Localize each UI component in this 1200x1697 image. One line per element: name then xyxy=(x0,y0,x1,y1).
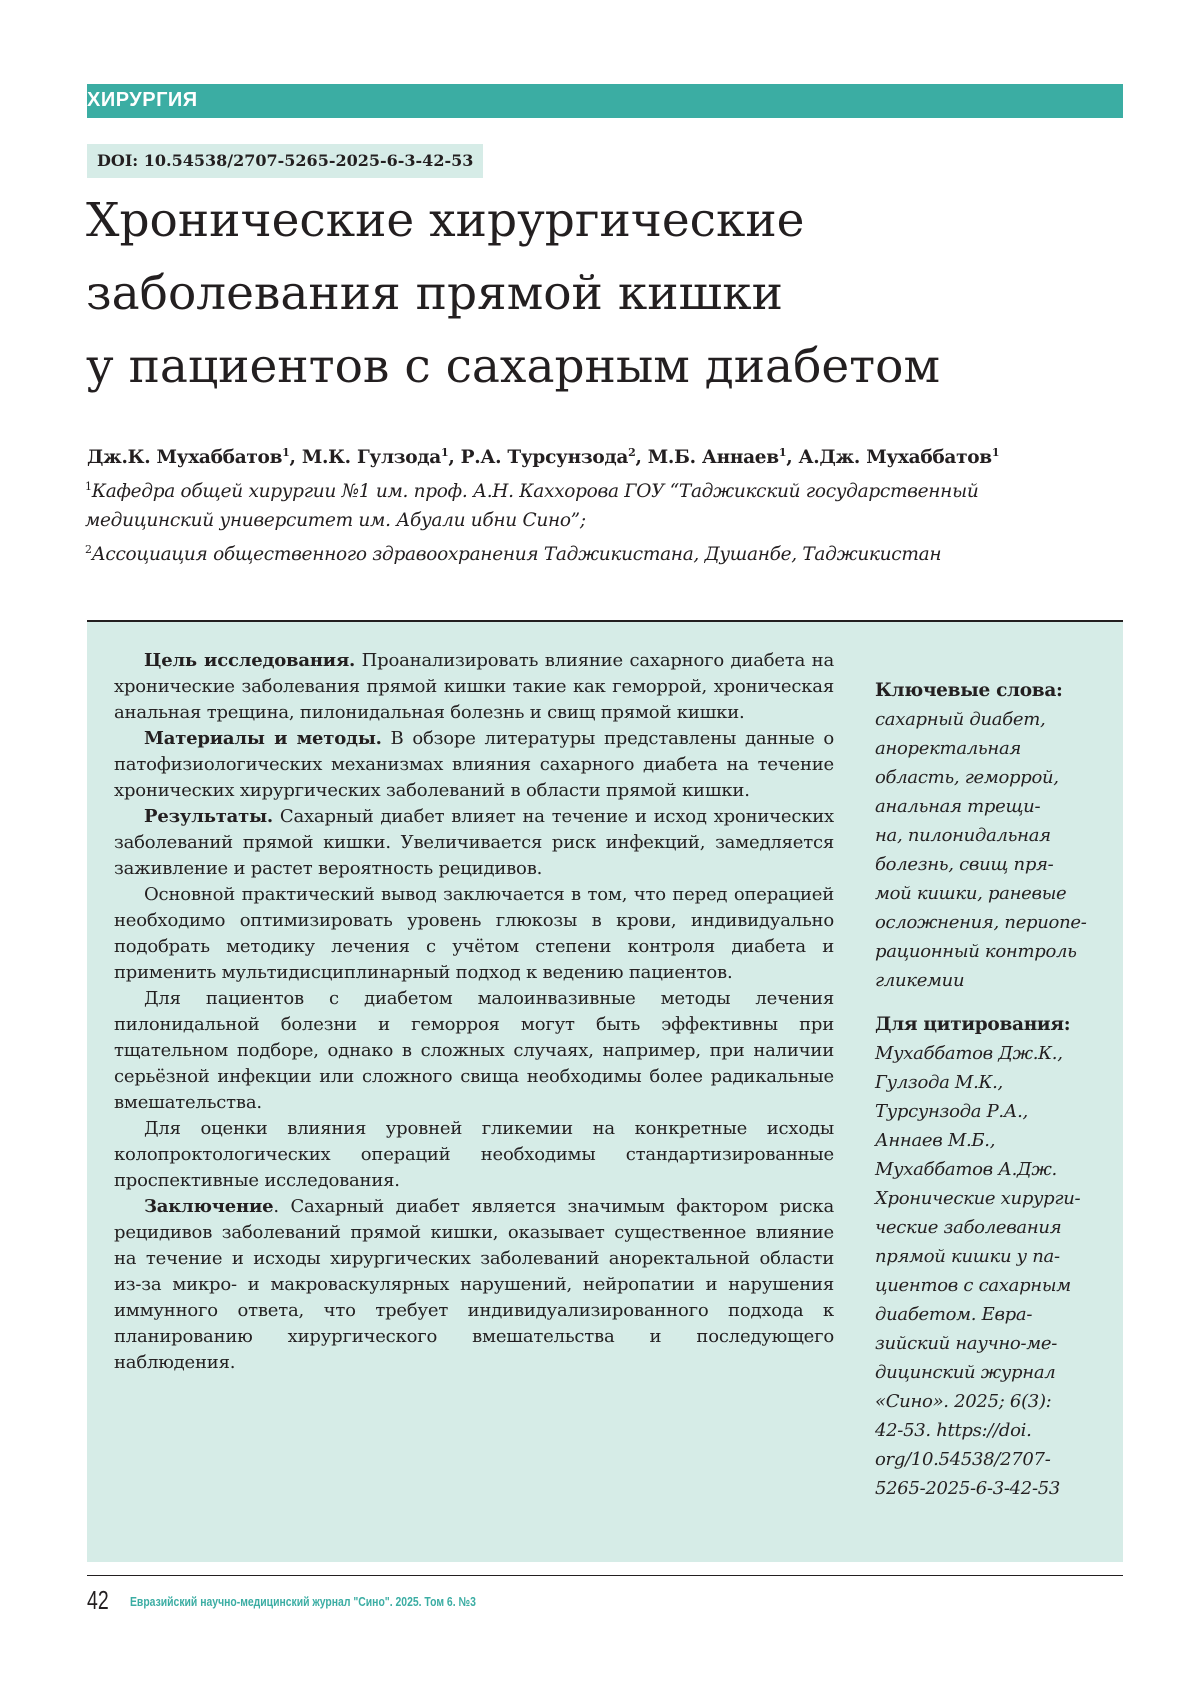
title-line: заболевания прямой кишки xyxy=(86,266,783,321)
keyword-line: сахарный диабет, xyxy=(875,709,1046,730)
author-affil-mark: 1 xyxy=(440,446,449,459)
keyword-line: рационный контроль xyxy=(875,941,1077,962)
keyword-line: мой кишки, раневые xyxy=(875,883,1067,904)
citation-line: «Сино». 2025; 6(3): xyxy=(875,1391,1052,1412)
citation-line: Мухаббатов Дж.К., xyxy=(875,1043,1063,1064)
keywords-list xyxy=(875,705,1125,995)
citation-heading: Для цитирования: xyxy=(875,1014,1071,1035)
citation-line: 42-53. https://doi. xyxy=(875,1420,1032,1441)
citation-line: прямой кишки у па- xyxy=(875,1246,1060,1267)
citation-line: циентов с сахарным xyxy=(875,1275,1071,1296)
abstract-paragraph: Цель исследования. Проанализировать влияние сахарного диабета на хронические заболевания прямой кишки такие как геморрой, хроническая анальная трещина, пилонидальная болезнь и свищ прямой кишки. xyxy=(114,650,834,723)
footer-divider xyxy=(87,1575,1123,1576)
section-label: ХИРУРГИЯ xyxy=(87,89,198,111)
citation-line: org/10.54538/2707- xyxy=(875,1449,1051,1470)
citation-text xyxy=(875,1039,1125,1503)
keyword-line: осложнения, периопе- xyxy=(875,912,1087,933)
journal-footer: Евразийский научно-медицинский журнал "Сино". 2025. Том 6. №3 xyxy=(130,1594,476,1609)
keyword-line: аноректальная xyxy=(875,738,1022,759)
affiliations xyxy=(85,472,1145,569)
doi-label: DOI: 10.54538/2707-5265-2025-6-3-42-53 xyxy=(87,144,483,178)
affiliation-line: медицинский университет им. Абуали ибни Сино”; xyxy=(85,510,586,532)
abstract-paragraph: Основной практический вывод заключается в том, что перед операцией необходимо оптимизировать уровень глюкозы в крови, индивидуально подобрать методику лечения с учётом степени контроля диабета и применить мультидисциплинарный подход к ведению пациентов. xyxy=(114,884,834,983)
abstract-paragraph: Результаты. Сахарный диабет влияет на течение и исход хронических заболеваний прямой кишки. Увеличивается риск инфекций, замедляется заживление и растет вероятность рецидивов. xyxy=(114,806,834,879)
title-line: у пациентов с сахарным диабетом xyxy=(86,339,941,394)
citation-line: Мухаббатов А.Дж. xyxy=(875,1159,1057,1180)
abstract-text xyxy=(114,648,834,1376)
citation-line: дицинский журнал xyxy=(875,1362,1056,1383)
author-affil-mark: 2 xyxy=(628,446,636,459)
keyword-line: на, пилонидальная xyxy=(875,825,1051,846)
author-list: Дж.К. Мухаббатов$^1$, М.К. Гулзода$^1$, Р.А. Турсунзода$^2$, М.Б. Аннаев$^1$, А.Дж. Мухаббатов$^1$ xyxy=(87,446,1000,469)
abstract-paragraph: Для оценки влияния уровней гликемии на конкретные исходы колопроктологических операций необходимы стандартизированные проспективные исследования. xyxy=(114,1118,834,1191)
citation-line: 5265-2025-6-3-42-53 xyxy=(875,1478,1061,1499)
author-affil-mark: 1 xyxy=(282,446,290,459)
author-name: М.К. Гулзода xyxy=(301,447,441,469)
author-affil-mark: 1 xyxy=(991,446,1000,459)
article-title xyxy=(86,184,1126,403)
citation-line: Хронические хирурги- xyxy=(875,1188,1081,1209)
affiliation-line: $^2$Ассоциация общественного здравоохранения Таджикистана, Душанбе, Таджикистан xyxy=(85,543,942,566)
keyword-line: болезнь, свищ пря- xyxy=(875,854,1054,875)
keywords-heading: Ключевые слова: xyxy=(875,680,1063,701)
citation-line: Аннаев М.Б., xyxy=(875,1130,996,1151)
author-name: А.Дж. Мухаббатов xyxy=(798,447,992,469)
citation-line: Гулзода М.К., xyxy=(875,1072,1003,1093)
affiliation-line: $^1$Кафедра общей хирургии №1 им. проф. А.Н. Каххорова ГОУ “Таджикский государственный xyxy=(85,480,979,503)
keyword-line: область, геморрой, xyxy=(875,767,1059,788)
citation-line: зийский научно-ме- xyxy=(875,1333,1058,1354)
page-number: 42 xyxy=(87,1585,109,1615)
author-name: М.Б. Аннаев xyxy=(647,447,779,469)
abstract-paragraph: Для пациентов с диабетом малоинвазивные методы лечения пилонидальной болезни и геморроя могут быть эффективны при тщательном подборе, однако в сложных случаях, например, при наличии серьёзной инфекции или сложного свища необходимы более радикальные вмешательства. xyxy=(114,988,834,1113)
citation-line: Турсунзода Р.А., xyxy=(875,1101,1028,1122)
author-affil-mark: 1 xyxy=(778,446,787,459)
citation-line: ческие заболевания xyxy=(875,1217,1062,1238)
keyword-line: анальная трещи- xyxy=(875,796,1041,817)
keyword-line: гликемии xyxy=(875,970,965,991)
citation-line: диабетом. Евра- xyxy=(875,1304,1033,1325)
section-header-bar xyxy=(87,84,1123,118)
author-name: Р.А. Турсунзода xyxy=(460,447,629,469)
sidebar-meta xyxy=(875,676,1125,1503)
title-line: Хронические хирургические xyxy=(86,193,805,248)
abstract-paragraph: Материалы и методы. В обзоре литературы представлены данные о патофизиологических механизмах влияния сахарного диабета на течение хронических хирургических заболеваний в области прямой кишки. xyxy=(114,728,834,801)
abstract-paragraph: Заключение. Сахарный диабет является значимым фактором риска рецидивов заболеваний прямой кишки, оказывает существенное влияние на течение и исходы хирургических заболеваний аноректальной области из-за микро- и макроваскулярных нарушений, нейропатии и нарушения иммунного ответа, что требует индивидуализированного подхода к планированию хирургического вмешательства и последующего наблюдения. xyxy=(114,1196,834,1373)
author-name: Дж.К. Мухаббатов xyxy=(87,447,283,469)
